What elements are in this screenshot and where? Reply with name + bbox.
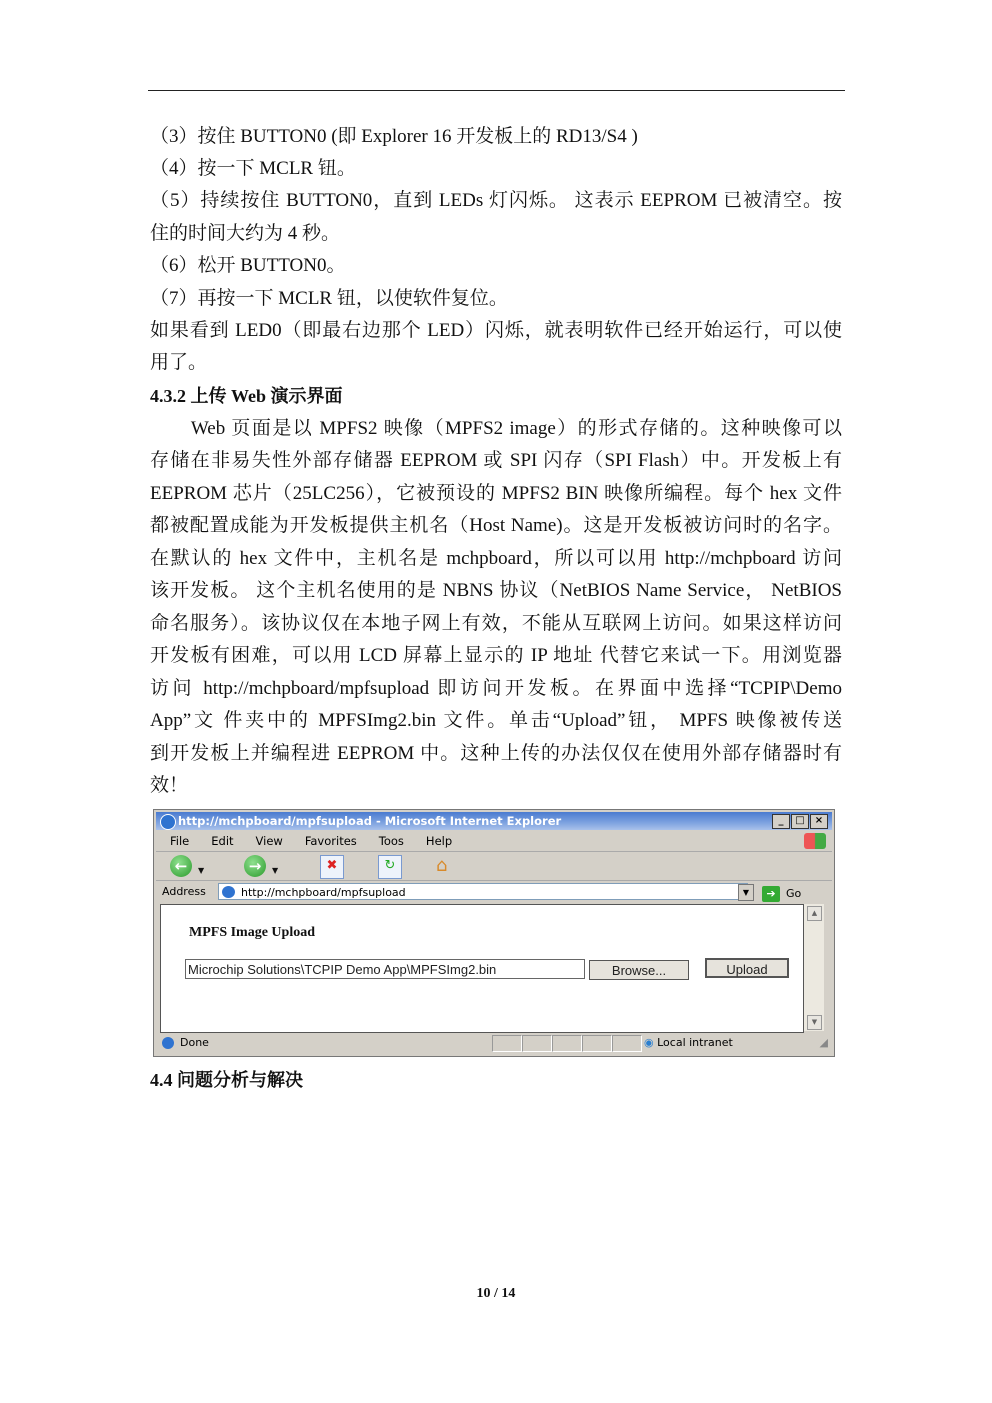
- paragraph-line: 开发板有困难，可以用 LCD 屏幕上显示的 IP 地址 代替它来试一下。用浏览器: [150, 645, 842, 666]
- home-icon[interactable]: ⌂: [436, 855, 448, 876]
- toolbar: [156, 852, 832, 881]
- status-bar: [156, 1033, 832, 1053]
- file-path-input[interactable]: Microchip Solutions\TCPIP Demo App\MPFSImg2.bin: [185, 959, 585, 979]
- status-pane: [522, 1035, 552, 1052]
- paragraph-line: 都被配置成能为开发板提供主机名（Host Name)。这是开发板被访问时的名字。: [150, 515, 842, 536]
- forward-icon[interactable]: →: [244, 855, 266, 877]
- status-pane: [492, 1035, 522, 1052]
- header-rule: [148, 90, 845, 91]
- paragraph-line: EEPROM 芯片（25LC256），它被预设的 MPFS2 BIN 映像所编程。每个 hex 文件: [150, 483, 842, 504]
- paragraph-line: 存储在非易失性外部存储器 EEPROM 或 SPI 闪存（SPI Flash）中。开发板上有: [150, 450, 842, 471]
- status-page-icon: [162, 1037, 174, 1049]
- page-number: 10 / 14: [476, 1286, 516, 1301]
- back-dropdown-icon[interactable]: ▼: [198, 866, 205, 875]
- paragraph-line: 访问 http://mchpboard/mpfsupload 即访问开发板。在界面中选择“TCPIP\Demo: [150, 678, 842, 699]
- intranet-icon: ◉: [644, 1036, 658, 1049]
- address-input[interactable]: [218, 883, 748, 900]
- note-line-cont: 用了。: [150, 352, 208, 373]
- go-button[interactable]: [762, 883, 801, 905]
- page-icon: [222, 886, 235, 898]
- windows-logo-icon: [804, 833, 826, 849]
- maximize-button[interactable]: □: [791, 814, 809, 829]
- menu-edit[interactable]: Edit: [211, 834, 234, 848]
- browser-title: http://mchpboard/mpfsupload - Microsoft Internet Explorer: [178, 814, 562, 828]
- step-5: （5）持续按住 BUTTON0，直到 LEDs 灯闪烁。 这表示 EEPROM 已被清空。按: [150, 190, 842, 211]
- menu-favorites[interactable]: Favorites: [304, 834, 357, 848]
- scroll-down-icon[interactable]: ▼: [807, 1015, 822, 1030]
- section-heading: 4.3.2 上传 Web 演示界面: [150, 386, 343, 406]
- status-pane: [582, 1035, 612, 1052]
- menu-view[interactable]: View: [255, 834, 283, 848]
- vertical-scrollbar[interactable]: [804, 904, 824, 1031]
- paragraph-line: 该开发板。 这个主机名使用的是 NBNS 协议（NetBIOS Name Service， NetBIOS: [150, 580, 842, 601]
- step-7: （7）再按一下 MCLR 钮，以使软件复位。: [150, 288, 508, 309]
- menu-bar: [156, 831, 832, 852]
- paragraph-line: Web 页面是以 MPFS2 映像（MPFS2 image）的形式存储的。这种映像可以: [150, 418, 842, 439]
- next-section-heading: 4.4 问题分析与解决: [150, 1070, 303, 1090]
- upload-button[interactable]: Upload: [705, 958, 789, 978]
- paragraph-line: 在默认的 hex 文件中，主机名是 mchpboard，所以可以用 http://mchpboard 访问: [150, 548, 842, 569]
- minimize-button[interactable]: _: [772, 814, 790, 829]
- go-label: Go: [786, 887, 802, 900]
- address-dropdown-icon[interactable]: ▼: [738, 884, 754, 901]
- address-value: http://mchpboard/mpfsupload: [241, 886, 406, 899]
- close-button[interactable]: ×: [810, 814, 828, 829]
- ie-icon: [160, 814, 176, 830]
- refresh-icon[interactable]: ↻: [378, 855, 402, 879]
- paragraph-line: 到开发板上并编程进 EEPROM 中。这种上传的办法仅仅在使用外部存储器时有: [150, 743, 842, 764]
- step-3: （3）按住 BUTTON0 (即 Explorer 16 开发板上的 RD13/S4 ): [150, 126, 638, 147]
- page-content: [160, 904, 804, 1033]
- browse-button[interactable]: Browse...: [589, 960, 689, 980]
- menu-help[interactable]: Help: [425, 834, 453, 848]
- resize-grip-icon[interactable]: ◢: [819, 1036, 828, 1049]
- status-pane: [552, 1035, 582, 1052]
- forward-dropdown-icon[interactable]: ▼: [272, 866, 279, 875]
- step-5-cont: 住的时间大约为 4 秒。: [150, 223, 341, 244]
- status-text: Done: [180, 1036, 209, 1049]
- address-bar: [156, 881, 832, 903]
- security-zone: [644, 1033, 733, 1053]
- address-label: Address: [162, 885, 206, 898]
- status-pane: [612, 1035, 642, 1052]
- paragraph-line: 效！: [150, 775, 189, 796]
- go-arrow-icon: ➔: [762, 886, 780, 902]
- menu-file[interactable]: File: [170, 834, 190, 848]
- stop-icon[interactable]: ✖: [320, 855, 344, 879]
- upload-page-title: MPFS Image Upload: [189, 925, 315, 940]
- paragraph-line: 命名服务）。该协议仅在本地子网上有效，不能从互联网上访问。如果这样访问: [150, 613, 842, 634]
- browser-screenshot: [153, 809, 835, 1057]
- paragraph-line: App”文 件夹中的 MPFSImg2.bin 文件。单击“Upload”钮， MPFS 映像被传送: [150, 710, 842, 731]
- zone-label: Local intranet: [657, 1036, 733, 1049]
- note-line: 如果看到 LED0（即最右边那个 LED）闪烁，就表明软件已经开始运行，可以使: [150, 320, 842, 341]
- back-icon[interactable]: ←: [170, 855, 192, 877]
- scroll-up-icon[interactable]: ▲: [807, 906, 822, 921]
- browser-titlebar: [156, 812, 832, 830]
- menu-tools[interactable]: Toos: [378, 834, 404, 848]
- step-4: （4）按一下 MCLR 钮。: [150, 158, 356, 179]
- step-6: （6）松开 BUTTON0。: [150, 255, 346, 276]
